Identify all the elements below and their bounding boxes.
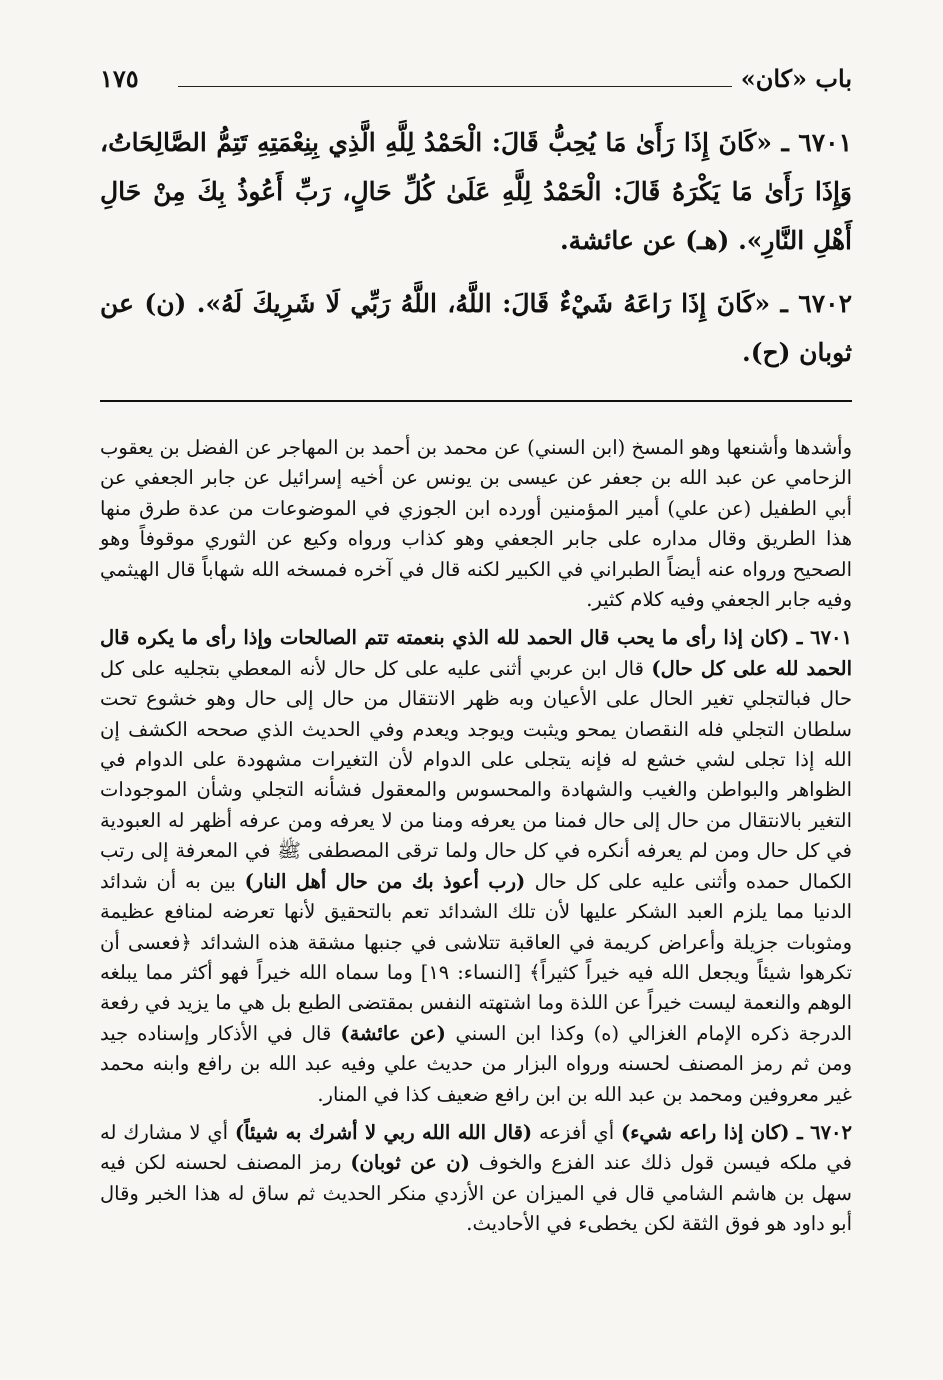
section-divider <box>100 400 852 402</box>
commentary-text: رمز المصنف لحسنه لكن فيه سهل بن هاشم الشامي قال في الميزان عن الأزدي منكر الحديث ثم ساق له هذا الخبر وقال أبو داود هو فوق الثقة لكن يخطىء في الأحاديث. <box>100 1151 852 1236</box>
commentary-heading-6702: ٦٧٠٢ ـ (كان إذا راعه شيء) <box>620 1120 852 1144</box>
commentary-text: أي لا مشارك له في ملكه فيسن قول ذلك عند الفزع والخوف <box>100 1120 852 1175</box>
commentary-text: أي أفزعه <box>532 1120 621 1144</box>
commentary-block <box>100 433 852 1248</box>
chapter-title: باب «كان» <box>740 64 852 93</box>
commentary-paragraph-6702 <box>100 1118 852 1240</box>
quoted-phrase: (قال الله الله ربي لا أشرك به شيئاً) <box>234 1120 533 1144</box>
commentary-heading-6701: ٦٧٠١ ـ (كان إذا رأى ما يحب قال الحمد لله الذي بنعمته تتم الصالحات وإذا رأى ما يكره قال الحمد لله على كل حال) <box>100 626 852 680</box>
commentary-text: قال في الأذكار وإسناده جيد ومن ثم رمز المصنف لحسنه ورواه البزار من حديث علي وفيه عبد الله بن رافع وابنه محمد غير معروفين ومحمد بن عبد الله بن ابن رافع ضعيف كذا في المنار. <box>100 1021 852 1106</box>
commentary-text: قال ابن عربي أثنى عليه على كل حال لأنه المعطي بتجليه على كل حال فبالتجلي تغير الحال على الأعيان وبه ظهر الانتقال من حال إلى حال وهو خشوع تحت سلطان التجلي فله النقصان يمحو ويثبت ويوجد ويعدم وفي الحديث الذي صححه الكشف إن الله إذا تجلى لشي خشع له فإنه يتجلى على الدوام لأن التغيرات مشهودة على الدوام في الظواهر والبواطن والغيب والشهادة والمحسوس والمعقول فشأنه التجلي وشأن الموجودات التغير بالانتقال من حال إلى حال فمنا من يعرفه ومنا من لا يعرفه ومن عرفه أظهر له العبودية في كل حال ومن لم يعرفه أنكره في كل حال ولما ترقى المصطفى ﷺ في المعرفة إلى رتب الكمال حمده وأثنى عليه على كل حال <box>100 656 853 893</box>
quoted-phrase: (رب أعوذ بك من حال أهل النار) <box>244 869 535 893</box>
commentary-paragraph-1: وأشدها وأشنعها وهو المسخ (ابن السني) عن محمد بن أحمد بن المهاجر عن الفضل بن يعقوب الزحامي عن عبد الله بن جعفر عن عيسى بن يونس عن أخيه إسرائيل عن جابر الجعفي عن أبي الطفيل (عن علي) أمير المؤمنين أورده ابن الجوزي في الموضوعات من عدة طرق منها هذا الطريق وقال مداره على جابر الجعفي وهو كذاب ورواه وكيع عن الثوري موقوفاً وهو الصحيح ورواه عنه أيضاً الطبراني في الكبير لكنه قال في آخره فمسخه الله شهاباً قال الهيثمي وفيه جابر الجعفي وفيه كلام كثير. <box>100 436 852 612</box>
source-attribution: (عن عائشة) <box>340 1021 456 1045</box>
page-number: ١٧٥ <box>100 64 139 93</box>
hadith-text-block <box>100 118 852 391</box>
commentary-paragraph-6701 <box>100 623 852 1110</box>
hadith-6701: ٦٧٠١ ـ «كَانَ إِذَا رَأَىٰ مَا يُحِبُّ قَالَ: الْحَمْدُ لِلَّهِ الَّذِي بِنِعْمَتِهِ تَتِمُّ الصَّالِحَاتُ، وَإِذَا رَأَىٰ مَا يَكْرَهُ قَالَ: الْحَمْدُ لِلَّهِ عَلَىٰ كُلِّ حَالٍ، رَبِّ أَعُوذُ بِكَ مِنْ حَالِ أَهْلِ النَّارِ». (هـ) عن عائشة. <box>100 128 852 255</box>
source-attribution: (ن عن ثوبان) <box>350 1151 470 1175</box>
header-rule <box>178 86 732 87</box>
hadith-6702: ٦٧٠٢ ـ «كَانَ إِذَا رَاعَهُ شَيْءٌ قَالَ: اللَّهُ، اللَّهُ رَبِّي لَا شَرِيكَ لَهُ». (ن) عن ثوبان (ح). <box>100 289 852 367</box>
commentary-text: بين به أن شدائد الدنيا مما يلزم العبد الشكر عليها لأن تلك الشدائد تعم بالتحقيق لأنها تعرضه لمنافع عظيمة ومثوبات جزيلة وأعراض كريمة في العاقبة تتلاشى في جنبها مشقة هذه الشدائد ﴿فعسى أن تكرهوا شيئاً ويجعل الله فيه خيراً كثيراً﴾ [النساء: ١٩] وما سماه الله خيراً فهو أكثر مما يبلغه الوهم والنعمة ليست خيراً عن اللذة وما اشتهته النفس بمقتضى الطبع بل هي ما يزيد في رفعة الدرجة ذكره الإمام الغزالي (ه) وكذا ابن السني <box>100 869 852 1045</box>
page-header <box>100 52 852 100</box>
